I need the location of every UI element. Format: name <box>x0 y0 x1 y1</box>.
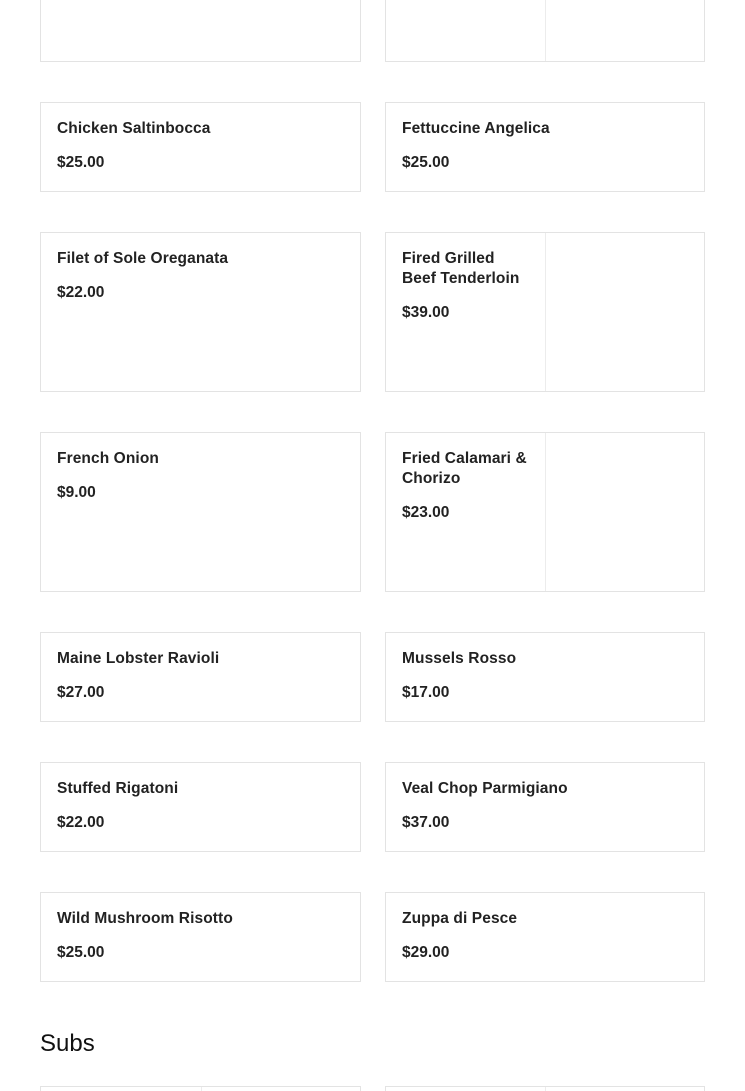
section-title-subs: Subs <box>40 1030 95 1057</box>
menu-item-card[interactable] <box>385 232 705 392</box>
item-name: Veal Chop Parmigiano <box>402 780 568 797</box>
item-price: $25.00 <box>402 154 450 171</box>
item-price: $9.00 <box>57 484 96 501</box>
menu-item-card[interactable] <box>40 432 361 592</box>
item-name: Maine Lobster Ravioli <box>57 650 220 667</box>
menu-item-card[interactable] <box>40 892 361 982</box>
item-price: $25.00 <box>57 944 105 961</box>
menu-item-card[interactable] <box>385 0 705 62</box>
item-name: Wild Mushroom Risotto <box>57 910 233 927</box>
menu-item-card[interactable] <box>40 232 361 392</box>
menu-item-card[interactable] <box>385 892 705 982</box>
item-price: $37.00 <box>402 814 450 831</box>
item-image-placeholder <box>201 1087 360 1091</box>
item-image-placeholder <box>545 233 704 391</box>
item-image-placeholder <box>545 0 704 61</box>
item-price: $39.00 <box>402 304 450 321</box>
item-name: Stuffed Rigatoni <box>57 780 179 797</box>
menu-item-card[interactable] <box>40 102 361 192</box>
item-price: $17.00 <box>402 684 450 701</box>
item-price: $22.00 <box>57 284 105 301</box>
item-price: $27.00 <box>57 684 105 701</box>
menu-item-card[interactable] <box>385 1086 705 1091</box>
item-image-placeholder <box>545 433 704 591</box>
item-name: Mussels Rosso <box>402 650 517 667</box>
menu-item-card[interactable] <box>40 762 361 852</box>
item-name: Chicken Saltinbocca <box>57 120 211 137</box>
item-image-placeholder <box>545 1087 704 1091</box>
menu-item-card[interactable] <box>385 632 705 722</box>
menu-item-card[interactable] <box>40 632 361 722</box>
menu-item-card[interactable] <box>40 0 361 62</box>
item-name: Filet of Sole Oreganata <box>57 250 229 267</box>
item-price: $22.00 <box>57 814 105 831</box>
menu-item-card[interactable] <box>40 1086 361 1091</box>
item-name: Zuppa di Pesce <box>402 910 518 927</box>
item-price: $23.00 <box>402 504 450 521</box>
menu-item-card[interactable] <box>385 432 705 592</box>
item-name: Fettuccine Angelica <box>402 120 550 137</box>
item-price: $29.00 <box>402 944 450 961</box>
menu-item-card[interactable] <box>385 102 705 192</box>
menu-item-card[interactable] <box>385 762 705 852</box>
item-name: French Onion <box>57 450 159 467</box>
item-price: $25.00 <box>57 154 105 171</box>
item-name: Fried Calamari & Chorizo <box>402 450 527 487</box>
item-name: Fired Grilled Beef Tenderloin <box>402 250 520 287</box>
